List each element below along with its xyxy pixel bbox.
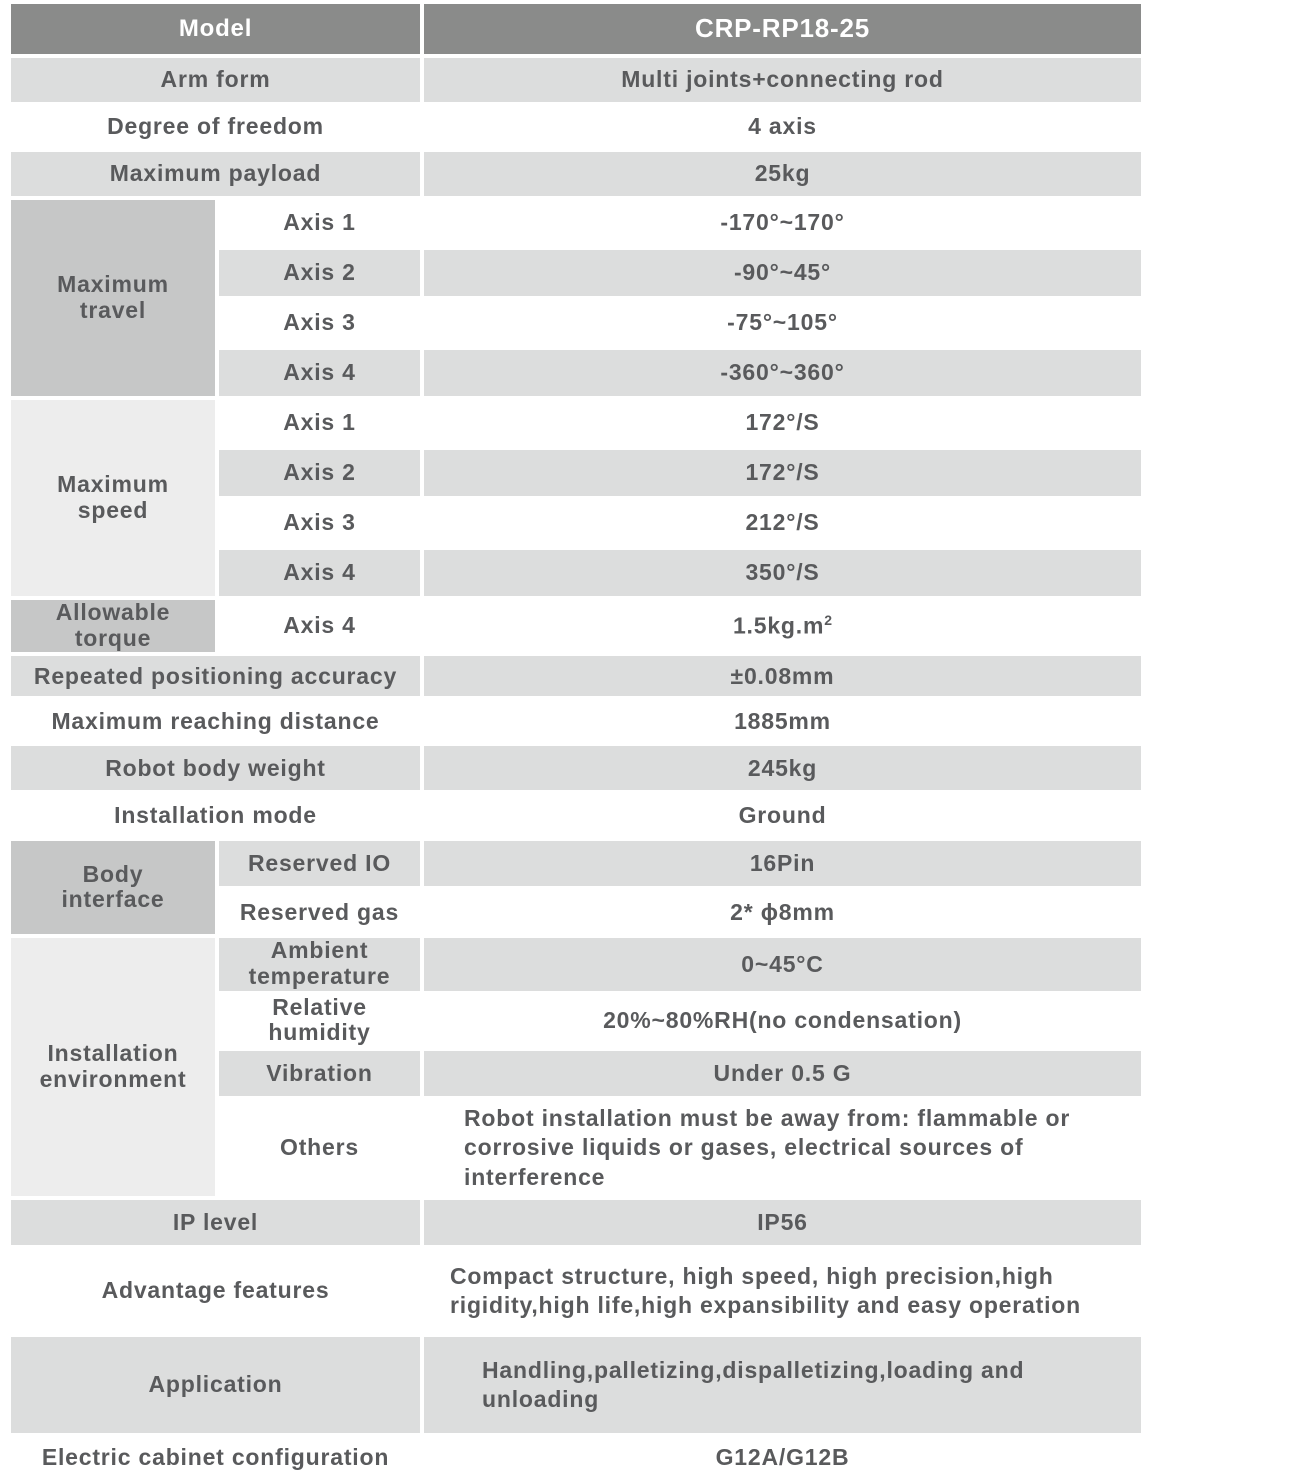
group-label: Allowable torque <box>55 599 171 651</box>
group-cell-body-interface <box>11 841 215 934</box>
others-text: Robot installation must be away from: flammable or corrosive liquids or gases, electrical sources of interference <box>464 1104 1071 1190</box>
sub-label: Relative humidity <box>268 993 371 1046</box>
table-row <box>11 200 1141 246</box>
spec-label-cell: Others <box>280 1134 359 1161</box>
axis-label-cell: Axis 1 <box>283 409 356 436</box>
table-row <box>11 746 1141 790</box>
table-row <box>11 152 1141 196</box>
spec-value-cell: 172°/S <box>424 450 1141 496</box>
spec-label-cell <box>219 938 420 990</box>
spec-label-cell: Application <box>11 1337 420 1433</box>
table-row <box>11 600 1141 652</box>
spec-value-cell: -170°~170° <box>720 209 845 236</box>
axis-label-cell: Axis 4 <box>283 612 356 639</box>
spec-label-cell: Robot body weight <box>11 746 420 790</box>
spec-value-cell: -360°~360° <box>424 350 1141 396</box>
spec-label-cell: Repeated positioning accuracy <box>11 656 420 696</box>
group-label: Maximum speed <box>57 470 169 523</box>
spec-label-cell: Maximum reaching distance <box>51 707 380 734</box>
spec-value-cell: -75°~105° <box>727 309 838 336</box>
advantage-text: Compact structure, high speed, high precision,high rigidity,high life,high expansibility and easy operation <box>450 1262 1081 1319</box>
spec-value-cell: 350°/S <box>424 550 1141 596</box>
spec-label-cell: Degree of freedom <box>107 113 324 140</box>
spec-value-cell: G12A/G12B <box>715 1444 850 1471</box>
axis-label-cell: Axis 1 <box>283 209 356 236</box>
spec-value-cell: 25kg <box>424 152 1141 196</box>
axis-label-cell: Axis 2 <box>219 450 420 496</box>
sub-label: Ambient temperature <box>248 937 391 990</box>
spec-label-cell: Arm form <box>11 58 420 102</box>
model-header-label: Model <box>11 4 420 54</box>
table-row <box>11 841 1141 886</box>
spec-value-cell: 1885mm <box>734 707 831 734</box>
spec-label-cell: Installation mode <box>114 802 317 829</box>
table-row <box>11 106 1141 148</box>
axis-label-cell: Axis 3 <box>283 309 356 336</box>
axis-label-cell: Axis 4 <box>219 350 420 396</box>
spec-value-cell <box>424 1337 1141 1433</box>
spec-value-cell: ±0.08mm <box>424 656 1141 696</box>
spec-value-cell: 16Pin <box>424 841 1141 886</box>
spec-table <box>7 0 1145 1483</box>
table-row <box>11 938 1141 990</box>
spec-value-cell: Ground <box>738 802 827 829</box>
spec-label-cell: Maximum payload <box>11 152 420 196</box>
spec-label-cell: Reserved gas <box>239 898 400 925</box>
group-cell-installation-environment <box>11 938 215 1196</box>
model-header-value: CRP-RP18-25 <box>424 4 1141 54</box>
spec-value-cell <box>424 1249 1141 1333</box>
spec-value-cell: 212°/S <box>745 509 820 536</box>
spec-label-cell: Vibration <box>219 1051 420 1096</box>
spec-value-cell <box>424 600 1141 652</box>
spec-value-cell: 0~45°C <box>424 938 1141 990</box>
group-cell-maximum-speed <box>11 400 215 596</box>
group-label: Body interface <box>61 860 165 913</box>
spec-value-cell <box>424 1100 1141 1196</box>
spec-value-cell: 2* ϕ8mm <box>730 898 835 925</box>
group-cell-maximum-travel <box>11 200 215 396</box>
spec-value-cell: 172°/S <box>745 409 820 436</box>
spec-label-cell: Advantage features <box>101 1277 330 1304</box>
spec-value-cell: 4 axis <box>748 113 817 140</box>
spec-value-cell: Multi joints+connecting rod <box>424 58 1141 102</box>
spec-value-cell: Under 0.5 G <box>424 1051 1141 1096</box>
spec-value-cell: -90°~45° <box>424 250 1141 296</box>
table-row <box>11 1337 1141 1433</box>
table-row <box>11 1200 1141 1245</box>
spec-value-cell: 245kg <box>424 746 1141 790</box>
table-row <box>11 1437 1141 1479</box>
group-label: Maximum travel <box>57 270 169 323</box>
table-row <box>11 700 1141 742</box>
spec-value-cell: IP56 <box>424 1200 1141 1245</box>
application-text: Handling,palletizing,dispalletizing,loading and unloading <box>482 1356 1025 1413</box>
table-row <box>11 400 1141 446</box>
spec-value-cell: 20%~80%RH(no condensation) <box>603 1007 962 1034</box>
torque-value-superscript: 2 <box>824 612 833 629</box>
axis-label-cell: Axis 3 <box>283 509 356 536</box>
axis-label-cell: Axis 2 <box>219 250 420 296</box>
table-row <box>11 4 1141 54</box>
table-row <box>11 1249 1141 1333</box>
spec-label-cell <box>219 995 420 1047</box>
group-label: Installation environment <box>39 1040 187 1092</box>
table-row <box>11 656 1141 696</box>
spec-label-cell: Electric cabinet configuration <box>41 1444 390 1471</box>
table-row <box>11 58 1141 102</box>
axis-label-cell: Axis 4 <box>219 550 420 596</box>
spec-label-cell: Reserved IO <box>219 841 420 886</box>
table-row <box>11 794 1141 837</box>
group-cell-allowable-torque <box>11 600 215 652</box>
spec-label-cell: IP level <box>11 1200 420 1245</box>
torque-value: 1.5kg.m <box>732 612 825 639</box>
